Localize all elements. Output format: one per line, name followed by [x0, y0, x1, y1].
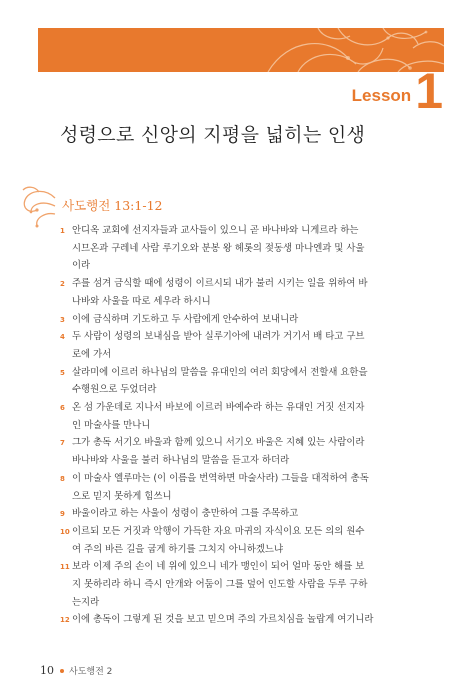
verse-list — [60, 222, 410, 629]
verse-line: 이에 총독이 그렇게 된 것을 보고 믿으며 주의 가르치심을 놀랍게 여기니라 — [72, 614, 374, 626]
verse-number: 8 — [60, 474, 65, 483]
verse-item — [60, 311, 410, 329]
verse-number: 4 — [60, 333, 65, 342]
verse-number: 5 — [60, 368, 65, 377]
verse-line: 지 못하리라 하니 즉시 안개와 어둠이 그를 덮어 인도할 사람을 두루 구하 — [72, 579, 368, 591]
verse-line: 이라 — [72, 260, 91, 272]
verse-line: 이르되 모든 거짓과 악행이 가득한 자요 마귀의 자식이요 모든 의의 원수 — [72, 525, 365, 537]
page-number: 10 — [40, 664, 54, 677]
verse-line: 으로 믿지 못하게 힘쓰니 — [72, 490, 172, 502]
verse-item — [60, 434, 410, 469]
verse-number: 1 — [60, 227, 65, 235]
verse-line: 두 사람이 성령의 보내심을 받아 실루기아에 내려가 거기서 배 타고 구브 — [72, 331, 365, 343]
verse-item — [60, 505, 410, 523]
verse-number: 11 — [60, 563, 70, 572]
bullet-icon — [60, 669, 64, 673]
verse-line: 시므온과 구레네 사람 루기오와 분봉 왕 헤롯의 젖동생 마나엔과 및 사울 — [72, 242, 365, 254]
page-footer — [40, 664, 112, 677]
flourish-icon — [19, 184, 59, 230]
verse-line: 수행원으로 두었더라 — [72, 384, 157, 396]
page-title: 성령으로 신앙의 지평을 넓히는 인생 — [60, 124, 366, 146]
verse-line: 인 마술사를 만나니 — [72, 419, 151, 431]
verse-number: 7 — [60, 439, 65, 448]
verse-number: 10 — [60, 527, 70, 536]
verse-number: 9 — [60, 510, 65, 519]
verse-line: 온 섬 가운데로 지나서 바보에 이르러 바예수라 하는 유대인 거짓 선지자 — [72, 402, 365, 414]
verse-line: 주를 섬겨 금식할 때에 성령이 이르시되 내가 불러 시키는 일을 위하여 바 — [72, 278, 368, 290]
verse-number: 2 — [60, 280, 65, 289]
verse-line: 살라미에 이르러 하나님의 말씀을 유대인의 여러 회당에서 전할새 요한을 — [72, 366, 368, 378]
verse-line: 나바와 사울을 따로 세우라 하시니 — [72, 295, 211, 307]
verse-line: 그가 총독 서기오 바울과 함께 있으니 서기오 바울은 지혜 있는 사람이라 — [72, 437, 365, 449]
book-title: 사도행전 2 — [69, 667, 113, 677]
verse-number: 12 — [60, 616, 70, 625]
verse-line: 이 마술사 엘루마는 (이 이름을 번역하면 마술사라) 그들을 대적하여 총독 — [72, 472, 369, 484]
verse-item — [60, 558, 410, 611]
verse-number: 3 — [60, 315, 65, 324]
verse-line: 여 주의 바른 길을 굽게 하기를 그치지 아니하겠느냐 — [72, 543, 284, 555]
verse-item — [60, 470, 410, 505]
verse-line: 바울이라고 하는 사울이 성령이 충만하여 그를 주목하고 — [72, 508, 299, 520]
verse-line: 로에 가서 — [72, 348, 112, 360]
verse-line: 안디옥 교회에 선지자들과 교사들이 있으니 곧 바나바와 니게르라 하는 — [72, 225, 359, 236]
verse-item — [60, 399, 410, 434]
lesson-label: Lesson — [351, 86, 412, 105]
verse-item — [60, 523, 410, 558]
verse-item — [60, 328, 410, 363]
scripture-reference: 사도행전 13:1-12 — [62, 198, 163, 213]
lesson-number: 1 — [415, 63, 443, 119]
verse-number: 6 — [60, 404, 65, 413]
verse-line: 보라 이제 주의 손이 네 위에 있으니 네가 맹인이 되어 얼마 동안 해를 보 — [72, 561, 365, 573]
verse-item — [60, 222, 410, 275]
verse-item — [60, 275, 410, 310]
lesson-heading — [351, 63, 443, 119]
verse-line: 바나바와 사울을 불러 하나님의 말씀을 듣고자 하더라 — [72, 455, 290, 467]
verse-item — [60, 611, 410, 629]
verse-line: 는지라 — [72, 596, 100, 608]
verse-line: 이에 금식하며 기도하고 두 사람에게 안수하여 보내니라 — [72, 313, 299, 325]
verse-item — [60, 364, 410, 399]
